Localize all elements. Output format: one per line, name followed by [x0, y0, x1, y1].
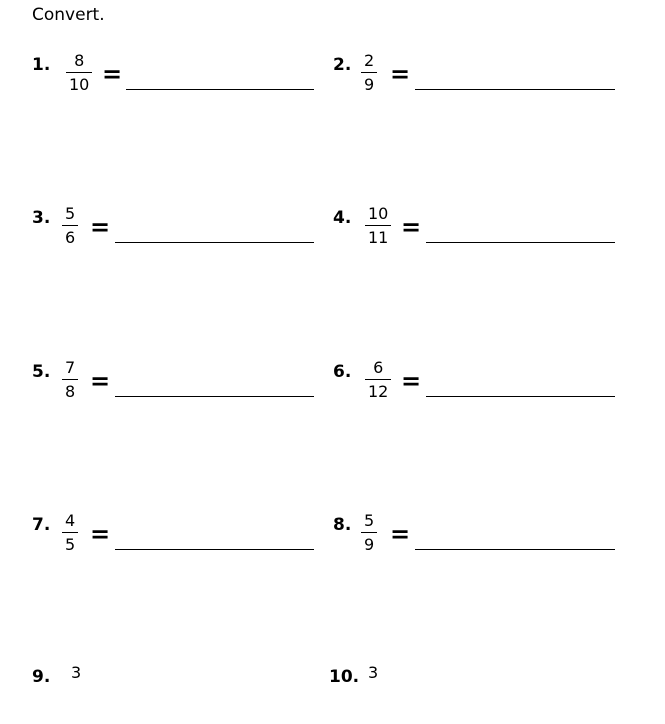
equals-sign: =: [90, 213, 111, 241]
fraction-denominator: 11: [368, 228, 389, 247]
fraction: [68, 664, 84, 682]
fraction-bar: [66, 72, 92, 73]
fraction-numerator: 3: [71, 663, 82, 682]
problem-6: [333, 359, 623, 419]
problem-number: 4.: [333, 208, 352, 228]
answer-line[interactable]: [415, 89, 615, 90]
problem-number: 2.: [333, 55, 352, 75]
fraction-bar: [361, 72, 377, 73]
fraction-bar: [365, 225, 391, 226]
fraction-denominator: 5: [65, 535, 76, 554]
problem-number: 7.: [32, 515, 51, 535]
fraction-bar: [361, 532, 377, 533]
equals-sign: =: [102, 60, 123, 88]
problem-3: [32, 205, 322, 265]
fraction-numerator: 5: [364, 511, 375, 530]
fraction-denominator: 6: [65, 228, 76, 247]
problem-number: 1.: [32, 55, 51, 75]
problem-4: [333, 205, 623, 265]
fraction: [66, 52, 92, 94]
equals-sign: =: [401, 213, 422, 241]
equals-sign: =: [90, 520, 111, 548]
fraction: [365, 205, 391, 247]
equals-sign: =: [390, 520, 411, 548]
problem-number: 9.: [32, 667, 51, 687]
problem-9: [32, 664, 322, 724]
fraction-denominator: 9: [364, 75, 375, 94]
answer-line[interactable]: [426, 242, 615, 243]
equals-sign: =: [90, 367, 111, 395]
answer-line[interactable]: [426, 396, 615, 397]
problem-10: [329, 664, 619, 724]
equals-sign: =: [390, 60, 411, 88]
fraction-bar: [62, 225, 78, 226]
problem-1: [32, 52, 322, 112]
fraction-denominator: 12: [368, 382, 389, 401]
answer-line[interactable]: [115, 242, 314, 243]
fraction: [62, 512, 78, 554]
equals-sign: =: [401, 367, 422, 395]
fraction: [365, 664, 381, 682]
problem-8: [333, 512, 623, 572]
answer-line[interactable]: [115, 396, 314, 397]
fraction-bar: [62, 379, 78, 380]
fraction-numerator: 3: [368, 663, 379, 682]
fraction-numerator: 8: [74, 51, 85, 70]
fraction: [361, 52, 377, 94]
problem-number: 3.: [32, 208, 51, 228]
fraction-denominator: 8: [65, 382, 76, 401]
answer-line[interactable]: [115, 549, 314, 550]
problem-number: 8.: [333, 515, 352, 535]
fraction: [62, 359, 78, 401]
problem-7: [32, 512, 322, 572]
fraction-bar: [62, 532, 78, 533]
answer-line[interactable]: [126, 89, 314, 90]
fraction-numerator: 5: [65, 204, 76, 223]
fraction-numerator: 6: [373, 358, 384, 377]
problem-number: 6.: [333, 362, 352, 382]
instruction-text: Convert.: [32, 5, 105, 25]
problem-5: [32, 359, 322, 419]
fraction-numerator: 10: [368, 204, 389, 223]
fraction-numerator: 4: [65, 511, 76, 530]
problem-number: 10.: [329, 667, 360, 687]
problem-2: [333, 52, 623, 112]
fraction: [62, 205, 78, 247]
answer-line[interactable]: [415, 549, 615, 550]
fraction-numerator: 7: [65, 358, 76, 377]
fraction: [365, 359, 391, 401]
fraction-bar: [365, 379, 391, 380]
problem-number: 5.: [32, 362, 51, 382]
fraction-denominator: 10: [69, 75, 90, 94]
fraction-denominator: 9: [364, 535, 375, 554]
fraction-numerator: 2: [364, 51, 375, 70]
fraction: [361, 512, 377, 554]
